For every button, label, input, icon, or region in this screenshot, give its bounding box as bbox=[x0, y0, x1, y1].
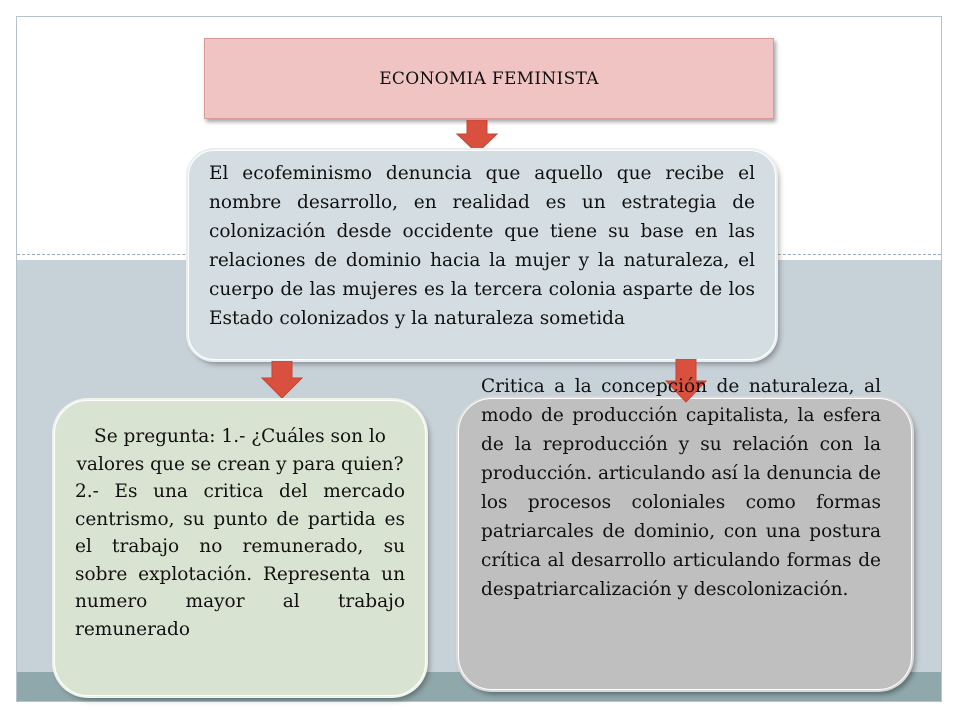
center-box bbox=[188, 150, 776, 360]
left-question-1: Se pregunta: 1.- ¿Cuáles son lo valores que se crean y para quien? bbox=[76, 426, 404, 475]
arrow-down-icon bbox=[455, 120, 499, 154]
left-question-2: 2.- Es una critica del mercado centrismo, su punto de partida es el trabajo no remunerado, su sobre explotación. Representa un numero mayor al trabajo remunerado bbox=[75, 481, 405, 640]
right-text: Critica a la concepción de naturaleza, al modo de producción capitalista, la esfera de la reproducción y su relación con la producción. articulando así la denuncia de los procesos coloniales como formas patriarcales de dominio, con una postura crítica al desarrollo articulando formas de despatriarcalización y descolonización. bbox=[481, 376, 881, 600]
title-box bbox=[204, 38, 774, 119]
title-text: ECONOMIA FEMINISTA bbox=[379, 68, 599, 89]
center-text: El ecofeminismo denuncia que aquello que recibe el nombre desarrollo, en realidad es un estrategia de colonización desde occidente que tiene su base en las relaciones de dominio hacia la mujer y la naturaleza, el cuerpo de las mujeres es la tercera colonia asparte de los Estado colonizados y la naturaleza sometida bbox=[209, 163, 755, 329]
arrow-down-icon bbox=[260, 361, 304, 399]
left-box bbox=[54, 400, 426, 696]
